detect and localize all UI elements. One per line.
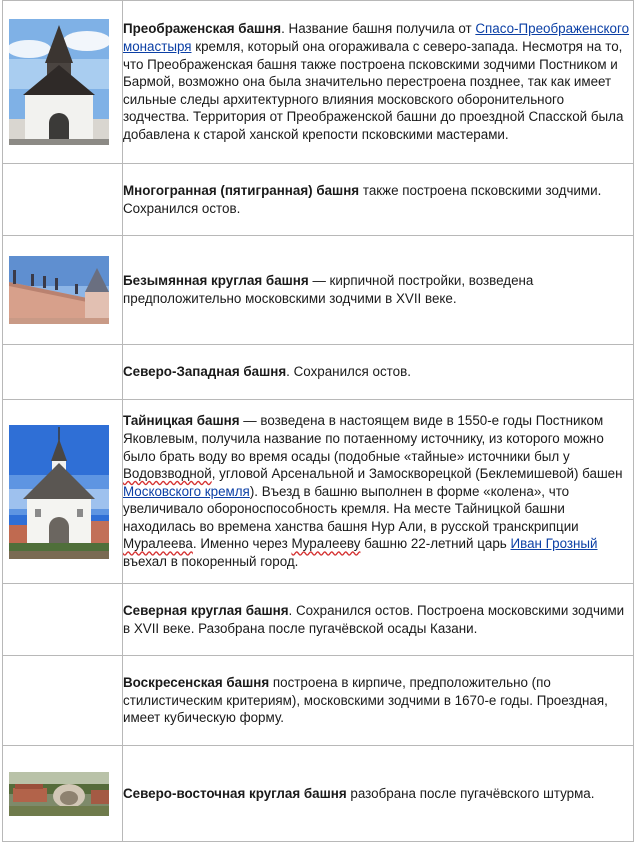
table-row	[3, 584, 634, 656]
photo-cell	[3, 1, 123, 164]
tower-description: Безымянная круглая башня — кирпичной постройки, возведена предположительно московскими зодчими в XVII веке.	[123, 236, 634, 345]
tower-name: Северо-Западная башня	[123, 364, 287, 380]
table-row	[3, 746, 634, 842]
photo-cell	[3, 400, 123, 584]
tower-name: Безымянная круглая башня	[123, 273, 309, 289]
photo-cell	[3, 584, 123, 656]
photo-cell	[3, 746, 123, 842]
nameless-round-tower-photo	[9, 256, 109, 324]
table-row	[3, 345, 634, 400]
tower-description: Преображенская башня. Название башня получила от Спасо-Преображенского монастыря кремля, который она огораживала с северо-запада. Несмотря на то, что Преображенская башня также построена псковскими зодчими Постником и Бармой, возможно она была значительно перестроена позднее, так как имеет сильные следы архитектурного влияния московского оборонительного зодчества. Территория от Преображенской башни до проездной Спасской была добавлена к старой ханской крепости псковскими мастерами.	[123, 1, 634, 164]
tower-description: Тайницкая башня — возведена в настоящем виде в 1550-е годы Постником Яковлевым, получила название по потаенному источнику, из которого можно было брать воду во время осады (подобные «тайные» источники был у Водовзводной, угловой Арсенальной и Замоскворецкой (Беклемишевой) башен Московского кремля). Въезд в башню выполнен в форме «колена», что увеличивало обороноспособность кремля. На месте Тайницкой башни находилась во времена ханства башня Нур Али, в русской транскрипции Муралеева. Именно через Муралееву башню 22-летний царь Иван Грозный въехал в покоренный город.	[123, 400, 634, 584]
tower-description: Северо-восточная круглая башня разобрана после пугачёвского штурма.	[123, 746, 634, 842]
photo-cell	[3, 236, 123, 345]
tower-description: Многогранная (пятигранная) башня также построена псковскими зодчими. Сохранился остов.	[123, 164, 634, 236]
table-row	[3, 236, 634, 345]
table-row	[3, 1, 634, 164]
ivan-the-terrible-link[interactable]: Иван Грозный	[510, 536, 598, 552]
tower-name: Тайницкая башня	[123, 413, 240, 429]
photo-cell	[3, 164, 123, 236]
table-row	[3, 400, 634, 584]
table-row	[3, 656, 634, 746]
tower-description: Северная круглая башня. Сохранился остов. Построена московскими зодчими в XVII веке. Разобрана после пугачёвской осады Казани.	[123, 584, 634, 656]
northeast-round-tower-ruins-photo	[9, 772, 109, 816]
tower-name: Преображенская башня	[123, 21, 282, 37]
tower-name: Северо-восточная круглая башня	[123, 785, 347, 801]
moscow-kremlin-link[interactable]: Московского кремля	[123, 483, 250, 499]
tainitskaya-tower-photo	[9, 425, 109, 559]
towers-table	[2, 0, 634, 842]
tower-description: Северо-Западная башня. Сохранился остов.	[123, 345, 634, 400]
photo-cell	[3, 345, 123, 400]
spaso-preobrazhensky-monastery-link[interactable]: Спасо-Преображенского монастыря	[123, 21, 630, 55]
tower-name: Воскресенская башня	[123, 675, 270, 691]
table-row	[3, 164, 634, 236]
photo-cell	[3, 656, 123, 746]
tower-description: Воскресенская башня построена в кирпиче, предположительно (по стилистическим критериям), московскими зодчими в 1670-е годы. Проездная, имеет кубическую форму.	[123, 656, 634, 746]
preobrazhenskaya-tower-photo	[9, 19, 109, 145]
tower-name: Северная круглая башня	[123, 602, 289, 618]
tower-name: Многогранная (пятигранная) башня	[123, 182, 360, 198]
